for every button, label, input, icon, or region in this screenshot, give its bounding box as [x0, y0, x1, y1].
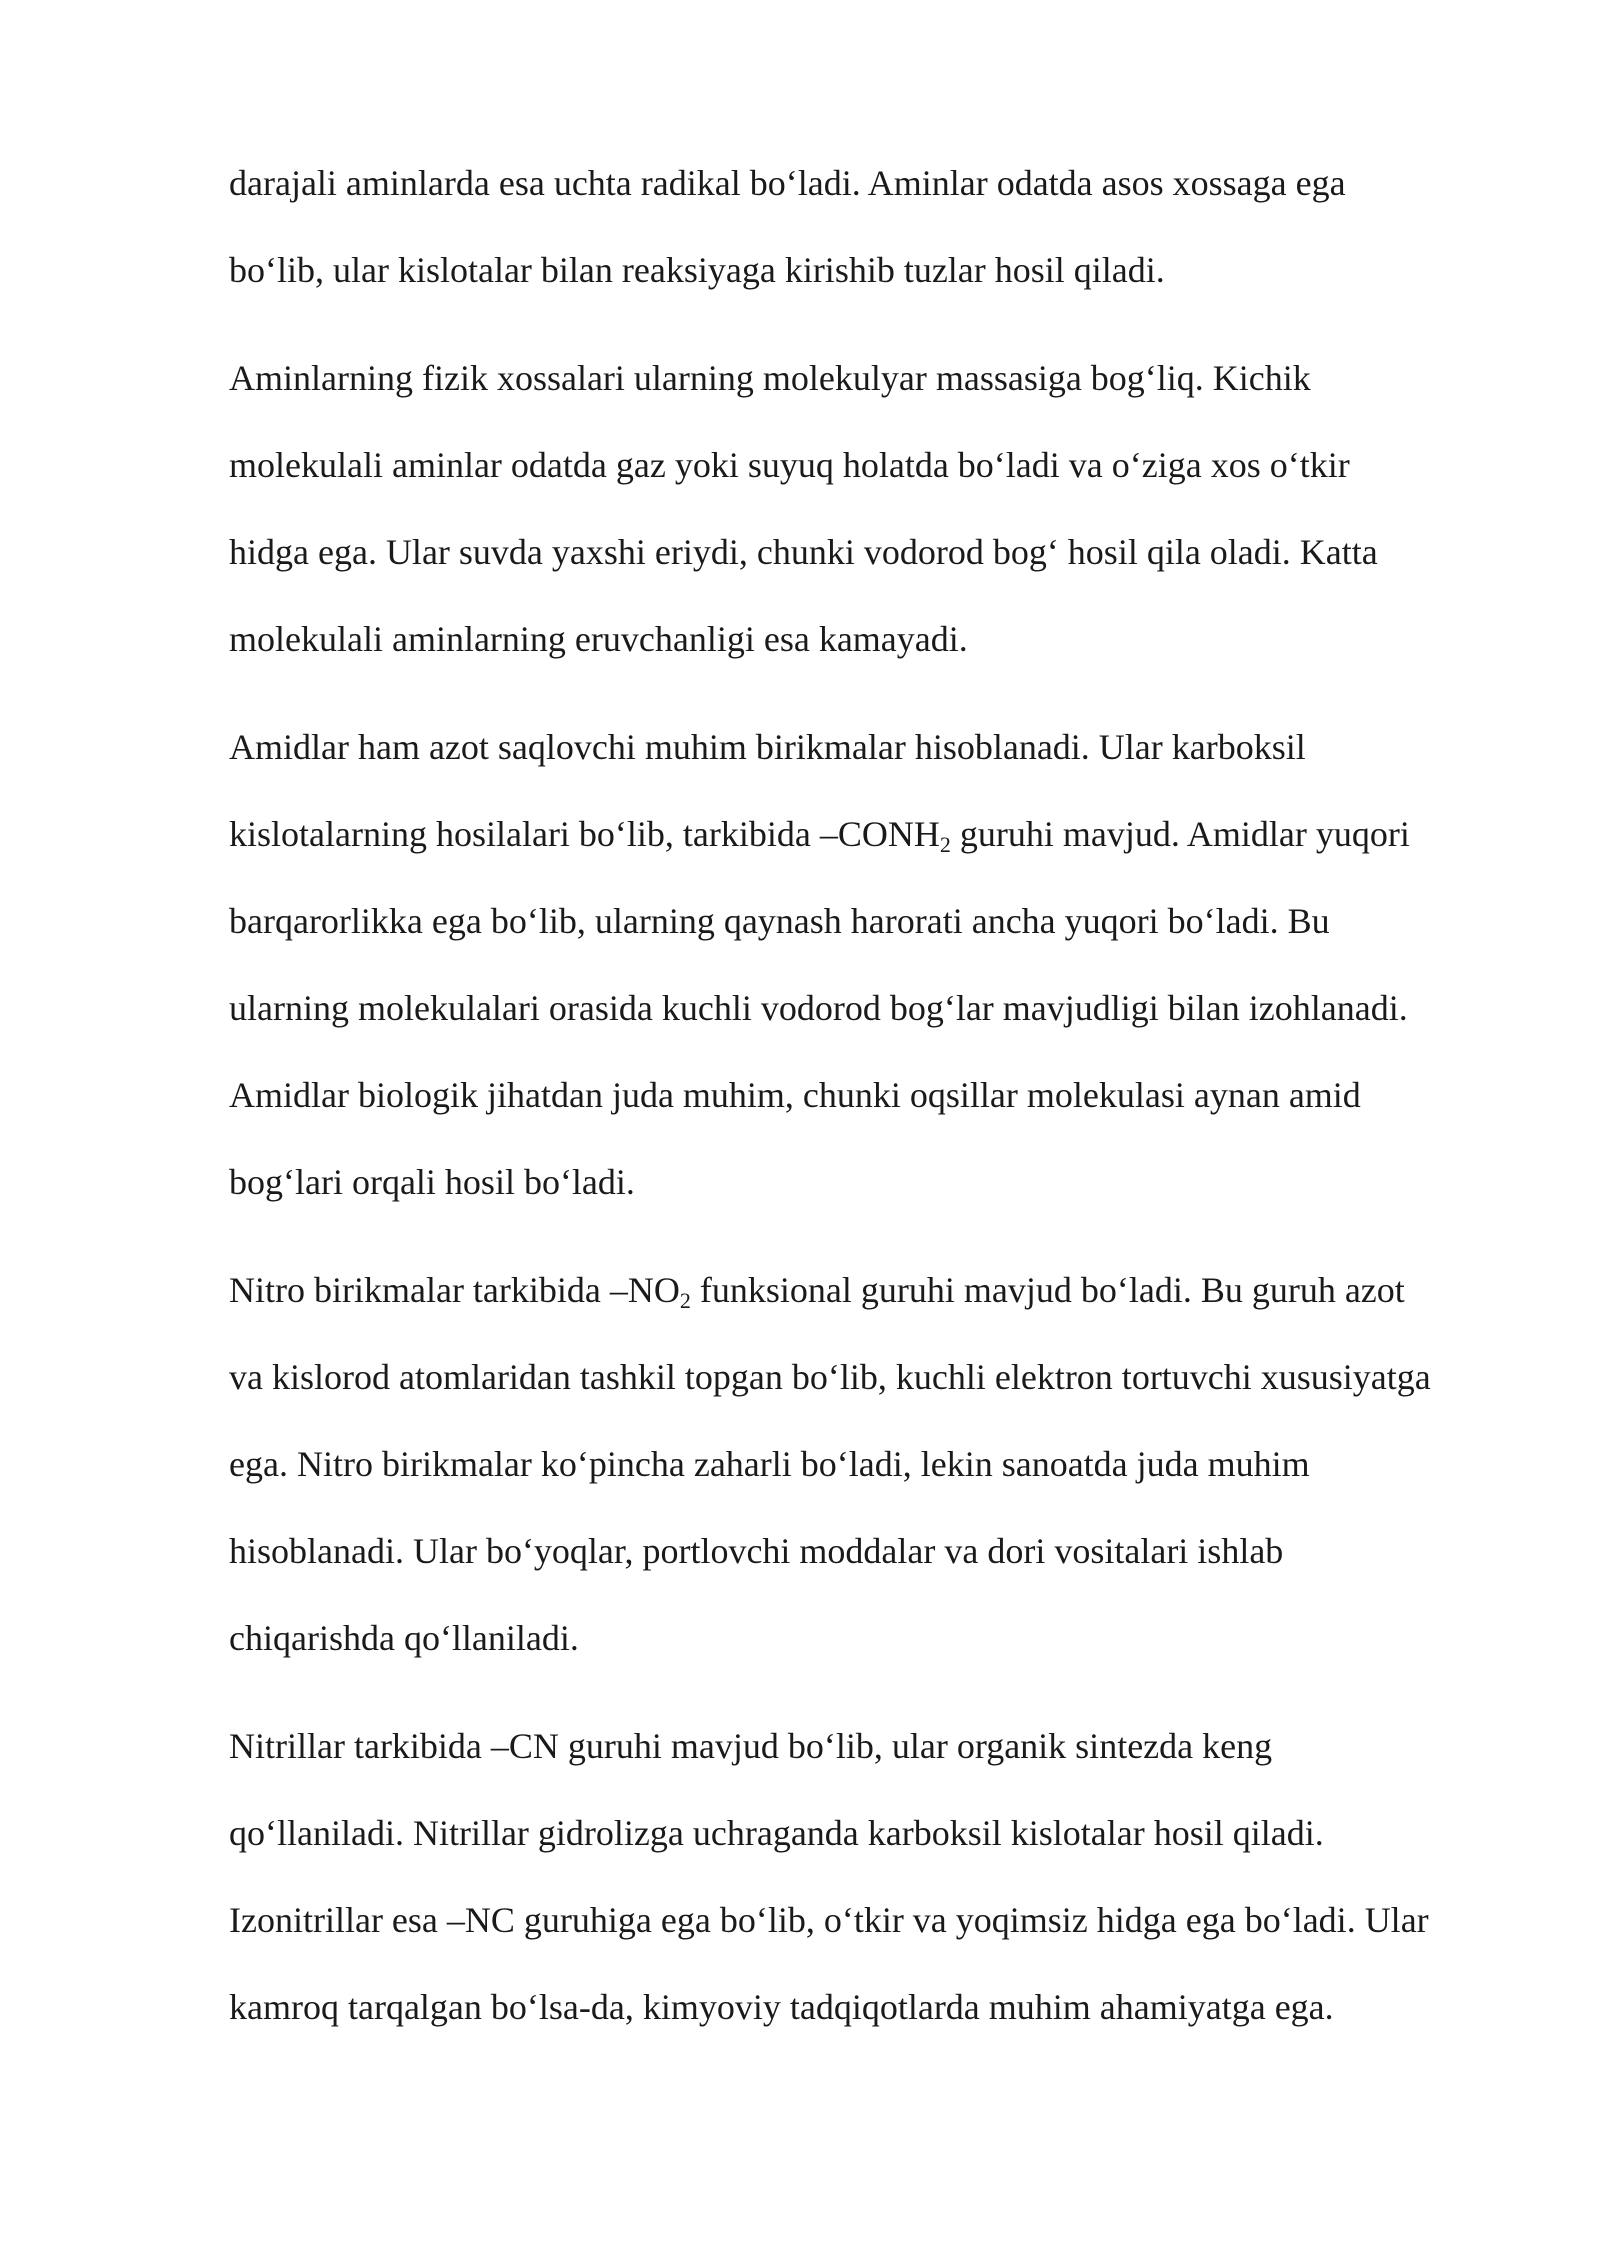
paragraph-amine-basicity: [229, 140, 1529, 314]
text-line: hidga ega. Ular suvda yaxshi eriydi, chunki vodorod bogʻ hosil qila oladi. Katta: [229, 532, 1378, 572]
subscript-digit: 2: [939, 832, 951, 857]
text-segment: Nitro birikmalar tarkibida –NO: [229, 1270, 680, 1310]
text-line: Amidlar ham azot saqlovchi muhim birikmalar hisoblanadi. Ular karboksil: [229, 727, 1306, 767]
text-line-with-subscript: [229, 791, 1529, 878]
paragraph-amides: [229, 704, 1529, 1226]
text-line: molekulali aminlar odatda gaz yoki suyuq holatda boʻladi va oʻziga xos oʻtkir: [229, 445, 1350, 485]
text-line: Amidlar biologik jihatdan juda muhim, chunki oqsillar molekulasi aynan amid: [229, 1075, 1361, 1115]
text-line: Aminlarning fizik xossalari ularning molekulyar massasiga bogʻliq. Kichik: [229, 358, 1311, 398]
text-segment: funksional guruhi mavjud boʻladi. Bu guruh azot: [690, 1270, 1405, 1310]
text-line: kamroq tarqalgan boʻlsa-da, kimyoviy tadqiqotlarda muhim ahamiyatga ega.: [229, 1987, 1334, 2027]
paragraph-nitro-compounds: [229, 1247, 1529, 1682]
text-line: qoʻllaniladi. Nitrillar gidrolizga uchraganda karboksil kislotalar hosil qiladi.: [229, 1813, 1324, 1853]
text-line: Nitrillar tarkibida –CN guruhi mavjud boʻlib, ular organik sintezda keng: [229, 1726, 1273, 1766]
text-line: boʻlib, ular kislotalar bilan reaksiyaga kirishib tuzlar hosil qiladi.: [229, 250, 1165, 290]
text-line: hisoblanadi. Ular boʻyoqlar, portlovchi moddalar va dori vositalari ishlab: [229, 1531, 1284, 1571]
text-line-with-subscript: [229, 1247, 1529, 1334]
text-line: chiqarishda qoʻllaniladi.: [229, 1618, 579, 1658]
subscript-digit: 2: [679, 1288, 691, 1313]
text-segment: guruhi mavjud. Amidlar yuqori: [950, 814, 1410, 854]
text-segment: kislotalarning hosilalari boʻlib, tarkibida –CONH: [229, 814, 940, 854]
document-body: [229, 140, 1529, 2072]
text-line: molekulali aminlarning eruvchanligi esa kamayadi.: [229, 619, 968, 659]
text-line: barqarorlikka ega boʻlib, ularning qaynash harorati ancha yuqori boʻladi. Bu: [229, 901, 1330, 941]
text-line: Izonitrillar esa –NC guruhiga ega boʻlib, oʻtkir va yoqimsiz hidga ega boʻladi. Ular: [229, 1900, 1429, 1940]
text-line: va kislorod atomlaridan tashkil topgan boʻlib, kuchli elektron tortuvchi xususiyatga: [229, 1357, 1431, 1397]
paragraph-amine-physical-properties: [229, 335, 1529, 683]
text-line: ega. Nitro birikmalar koʻpincha zaharli boʻladi, lekin sanoatda juda muhim: [229, 1444, 1310, 1484]
text-line: darajali aminlarda esa uchta radikal boʻladi. Aminlar odatda asos xossaga ega: [229, 163, 1346, 203]
text-line: ularning molekulalari orasida kuchli vodorod bogʻlar mavjudligi bilan izohlanadi.: [229, 988, 1408, 1028]
paragraph-nitriles: [229, 1703, 1529, 2051]
text-line: bogʻlari orqali hosil boʻladi.: [229, 1162, 635, 1202]
